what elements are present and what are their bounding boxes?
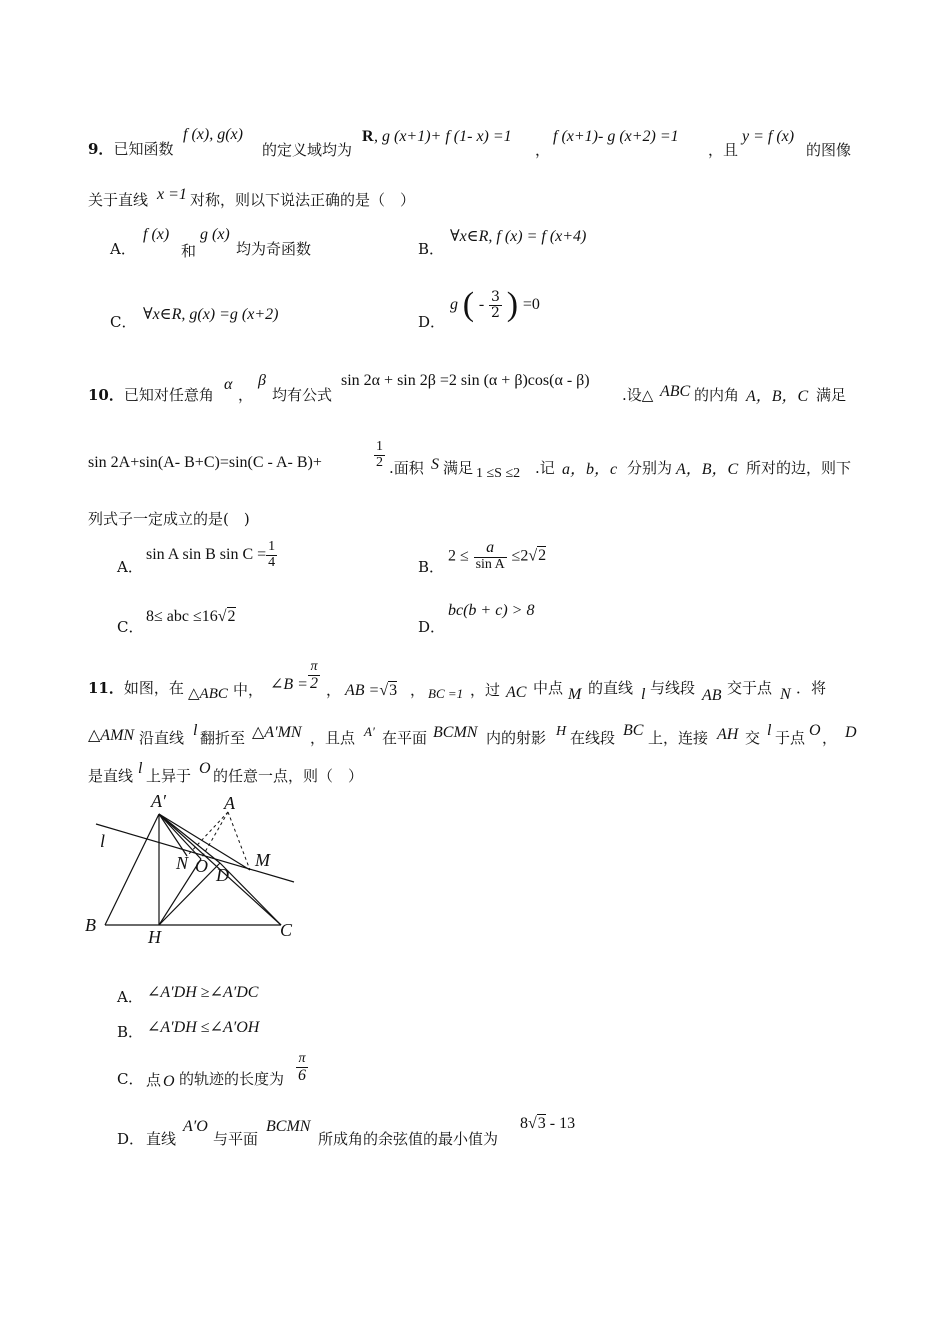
label-O: O xyxy=(195,856,208,876)
q11-option-c-text: 点 xyxy=(146,1071,162,1089)
q11-text: ， xyxy=(326,681,342,699)
q10-half-num: 1 xyxy=(376,439,383,454)
segment-AprimeD xyxy=(159,814,220,863)
q11-AH: AH xyxy=(717,726,739,743)
q11-text: 中点 xyxy=(533,679,564,697)
q10-option-c-formula: 8≤ abc ≤16√2 xyxy=(146,608,236,625)
q10-comma: ， xyxy=(238,386,254,404)
q11-ab-label: AB = xyxy=(345,682,380,699)
q9-d-fraction xyxy=(489,290,502,320)
q11-text: 中， xyxy=(233,681,264,699)
q11-d-tail: - 13 xyxy=(545,1115,576,1132)
q11-option-d-text3: 所成角的余弦值的最小值为 xyxy=(318,1130,499,1148)
q10-text: 所对的边，则下 xyxy=(746,459,852,477)
q10-option-d-label: D． xyxy=(418,618,446,636)
q11-text: 交于点 xyxy=(727,679,773,697)
q11-option-d-value: 8√3 - 13 xyxy=(520,1115,576,1132)
q10-number: 10． xyxy=(88,386,124,404)
q10-fraction-half xyxy=(374,440,385,470)
q9-text: 的图像 xyxy=(806,141,852,159)
q11-text: 与线段 xyxy=(650,679,696,697)
q9-formula-eq2: f (x+1)- g (x+2) =1 xyxy=(553,128,679,145)
q10-ABC2: A，B，C xyxy=(676,461,739,478)
q10-b-pre: 2 ≤ xyxy=(448,547,469,565)
q11-option-d-text: 直线 xyxy=(146,1130,177,1148)
q11-c-den: 6 xyxy=(298,1066,306,1084)
q11-two: 2 xyxy=(310,674,318,692)
q11-text: 的直线 xyxy=(588,679,634,697)
label-A: A xyxy=(224,793,235,813)
q11-text: 如图，在 xyxy=(123,679,184,697)
q11-option-c-text2: 的轨迹的长度为 xyxy=(179,1070,285,1088)
q9-formula-x1: x =1 xyxy=(157,186,187,203)
q9-option-a-he: 和 xyxy=(181,242,197,260)
q11-option-d-label: D． xyxy=(117,1130,145,1148)
q9-option-a-label: A． xyxy=(110,240,136,258)
q11-option-c-O: O xyxy=(163,1073,175,1090)
q10-option-c-label: C． xyxy=(117,618,144,636)
q11-pi: π xyxy=(308,660,320,676)
q9-option-d-label: D． xyxy=(418,313,446,331)
q11-option-d-AO: A′O xyxy=(183,1118,208,1135)
q10-c-root: 2 xyxy=(227,608,236,625)
q11-text: 交 xyxy=(745,729,761,747)
q11-AB-seg: AB xyxy=(702,687,722,704)
q10-b-num: a xyxy=(474,540,507,558)
q11-text: 在平面 xyxy=(382,729,428,747)
q11-O2: O xyxy=(199,760,211,777)
q11-text: 的任意一点，则（ ） xyxy=(213,767,364,785)
q10-a-text: sin A sin B sin C = xyxy=(146,546,267,564)
q10-b-den: sin A xyxy=(475,556,505,572)
q11-angle-frac xyxy=(308,660,320,692)
dashed-AN xyxy=(187,812,228,856)
q10-formula-identity: sin 2α + sin 2β =2 sin (α + β)cos(α - β) xyxy=(341,372,590,389)
q11-option-a-label: A． xyxy=(117,988,143,1006)
segment-BAprime xyxy=(105,814,159,925)
q11-BC: BC =1 xyxy=(428,686,464,701)
q11-figure xyxy=(80,790,310,950)
q11-O: O xyxy=(809,722,821,739)
q11-c-num: π xyxy=(296,1052,308,1068)
q9-d-rparen: ) xyxy=(506,286,519,323)
q11-BCMN: BCMN xyxy=(433,724,478,741)
q10-text: 满足 xyxy=(816,386,847,404)
q10-beta: β xyxy=(258,372,266,389)
q10-option-a-formula xyxy=(146,540,277,570)
q11-tri-ABC: △ABC xyxy=(188,686,228,702)
q11-text: 上，连接 xyxy=(648,729,709,747)
q9-d-lparen: ( xyxy=(462,286,475,323)
q11-text: 内的射影 xyxy=(486,729,547,747)
q10-area-range: 1 ≤S ≤2 xyxy=(476,466,521,481)
q9-option-b-formula: ∀x∈R, f (x) = f (x+4) xyxy=(450,228,587,245)
q9-formula-eq1: , g (x+1)+ f (1- x) =1 xyxy=(374,128,512,145)
q9-option-a-g: g (x) xyxy=(200,226,230,243)
q9-text: 已知函数 xyxy=(113,140,174,158)
segment-HD xyxy=(159,863,220,925)
q10-text: 均有公式 xyxy=(272,386,333,404)
q11-text: ，且点 xyxy=(310,729,356,747)
q11-l4: l xyxy=(138,760,143,777)
q9-text: ，且 xyxy=(708,141,739,159)
label-H: H xyxy=(148,927,161,947)
q9-option-c-label: C． xyxy=(110,313,137,331)
q11-option-b-formula: ∠A′DH ≤∠A′OH xyxy=(147,1019,260,1036)
q11-D: D xyxy=(845,724,857,741)
q11-option-d-BCMN: BCMN xyxy=(266,1118,311,1135)
q11-M: M xyxy=(568,686,582,703)
q10-a-num: 1 xyxy=(268,539,276,554)
q10-b-root: 2 xyxy=(538,547,547,565)
q11-H: H xyxy=(556,724,567,739)
q11-N: N xyxy=(780,686,791,703)
label-l: l xyxy=(100,831,106,851)
q10-option-b-formula: 2 ≤ $\frac{a}{\text{sin A}}$ ≤2√2 xyxy=(448,539,547,572)
q11-l: l xyxy=(641,686,646,703)
label-Aprime: A′ xyxy=(151,791,166,811)
q9-option-b-label: B． xyxy=(418,240,445,258)
q10-text: .记 xyxy=(535,459,555,477)
q11-line1 xyxy=(88,677,184,698)
q9-d-g: g xyxy=(450,296,458,313)
figure-labels xyxy=(85,791,293,947)
q11-l3: l xyxy=(767,722,772,739)
q10-half-den: 2 xyxy=(376,454,383,470)
q10-text: 列式子一定成立的是( ) xyxy=(88,510,250,528)
label-D: D xyxy=(216,865,229,885)
q11-option-c-frac xyxy=(296,1052,308,1084)
q11-AMN: △AMN xyxy=(88,727,135,744)
q9-text: 对称，则以下说法正确的是（ ） xyxy=(190,191,416,209)
q10-S: S xyxy=(431,456,439,473)
q11-text: 沿直线 xyxy=(139,729,185,747)
q11-AC: AC xyxy=(506,684,527,701)
q11-text: 翻折至 xyxy=(200,729,246,747)
q10-option-d-formula: bc(b + c) > 8 xyxy=(448,602,535,619)
q9-option-a-f: f (x) xyxy=(143,226,170,243)
q11-option-d-text2: 与平面 xyxy=(213,1130,259,1148)
q9-number: 9． xyxy=(88,140,114,158)
q9-option-d-formula xyxy=(450,286,540,326)
q11-d-root: 3 xyxy=(537,1115,546,1132)
q9-option-a-text: 均为奇函数 xyxy=(236,240,312,258)
q11-l2: l xyxy=(193,722,198,739)
q11-number: 11． xyxy=(88,679,124,697)
q10-line1 xyxy=(88,384,214,405)
q10-b-post: ≤2 xyxy=(511,547,529,565)
q9-d-den: 2 xyxy=(491,304,500,321)
q10-a-den: 4 xyxy=(268,554,276,570)
q11-text: ， xyxy=(410,681,426,699)
q11-option-a-formula: ∠A′DH ≥∠A′DC xyxy=(147,984,259,1001)
q11-option-c-label: C． xyxy=(117,1070,144,1088)
q10-abc: a，b，c xyxy=(562,461,618,478)
q9-d-eq: =0 xyxy=(522,296,540,313)
q11-text: ， xyxy=(822,729,838,747)
q11-ab-root: 3 xyxy=(389,682,398,699)
q11-text: 上异于 xyxy=(146,767,192,785)
q11-text: ，过 xyxy=(470,681,501,699)
q10-text: .设△ xyxy=(622,386,654,404)
label-M: M xyxy=(255,850,270,870)
q10-text: 的内角 xyxy=(694,386,740,404)
q10-ABC: ABC xyxy=(660,383,691,400)
q10-option-a-label: A． xyxy=(117,558,143,576)
q11-text: 是直线 xyxy=(88,767,134,785)
q10-formula-condition: sin 2A+sin(A- B+C)=sin(C - A- B)+ xyxy=(88,454,322,471)
q11-BC-seg: BC xyxy=(623,722,644,739)
q9-d-num: 3 xyxy=(491,288,500,305)
label-N: N xyxy=(176,853,189,873)
q11-AprimeMN: △A′MN xyxy=(252,724,302,741)
q10-text: 满足 xyxy=(443,459,474,477)
q10-alpha: α xyxy=(224,376,233,393)
q11-angle-B: ∠B = xyxy=(270,676,308,693)
q9-comma: ， xyxy=(535,141,551,159)
q9-option-c-formula: ∀x∈R, g(x) =g (x+2) xyxy=(143,306,279,323)
q9-formula-fx-gx: f (x), g(x) xyxy=(183,126,243,143)
q10-text: 分别为 xyxy=(627,459,673,477)
dashed-AO xyxy=(201,812,228,859)
q10-text: 已知对任意角 xyxy=(123,386,214,404)
label-C: C xyxy=(280,920,293,940)
q11-AB: AB =√3 xyxy=(345,682,398,699)
q11-d-val: 8 xyxy=(520,1115,528,1132)
q10-text: .面积 xyxy=(389,459,424,477)
q10-c-text: 8≤ abc ≤16 xyxy=(146,608,218,625)
q11-text: 于点 xyxy=(775,729,806,747)
q9-line1 xyxy=(88,138,173,159)
q11-Aprime: A′ xyxy=(364,724,375,739)
dashed-AM xyxy=(228,812,250,870)
q11-text: ．将 xyxy=(796,679,827,697)
label-B: B xyxy=(85,915,96,935)
segment-DC xyxy=(220,863,281,925)
q9-text: 的定义域均为 xyxy=(262,141,353,159)
q11-option-b-label: B． xyxy=(117,1023,144,1041)
q9-R: R xyxy=(362,128,374,145)
q9-text: 关于直线 xyxy=(88,191,149,209)
q9-formula-eq3: y = f (x) xyxy=(742,128,795,145)
q10-option-b-label: B． xyxy=(418,558,445,576)
q9-d-minus: - xyxy=(478,296,485,313)
q10-vars: A，B，C xyxy=(746,388,809,405)
q11-text: 在线段 xyxy=(570,729,616,747)
